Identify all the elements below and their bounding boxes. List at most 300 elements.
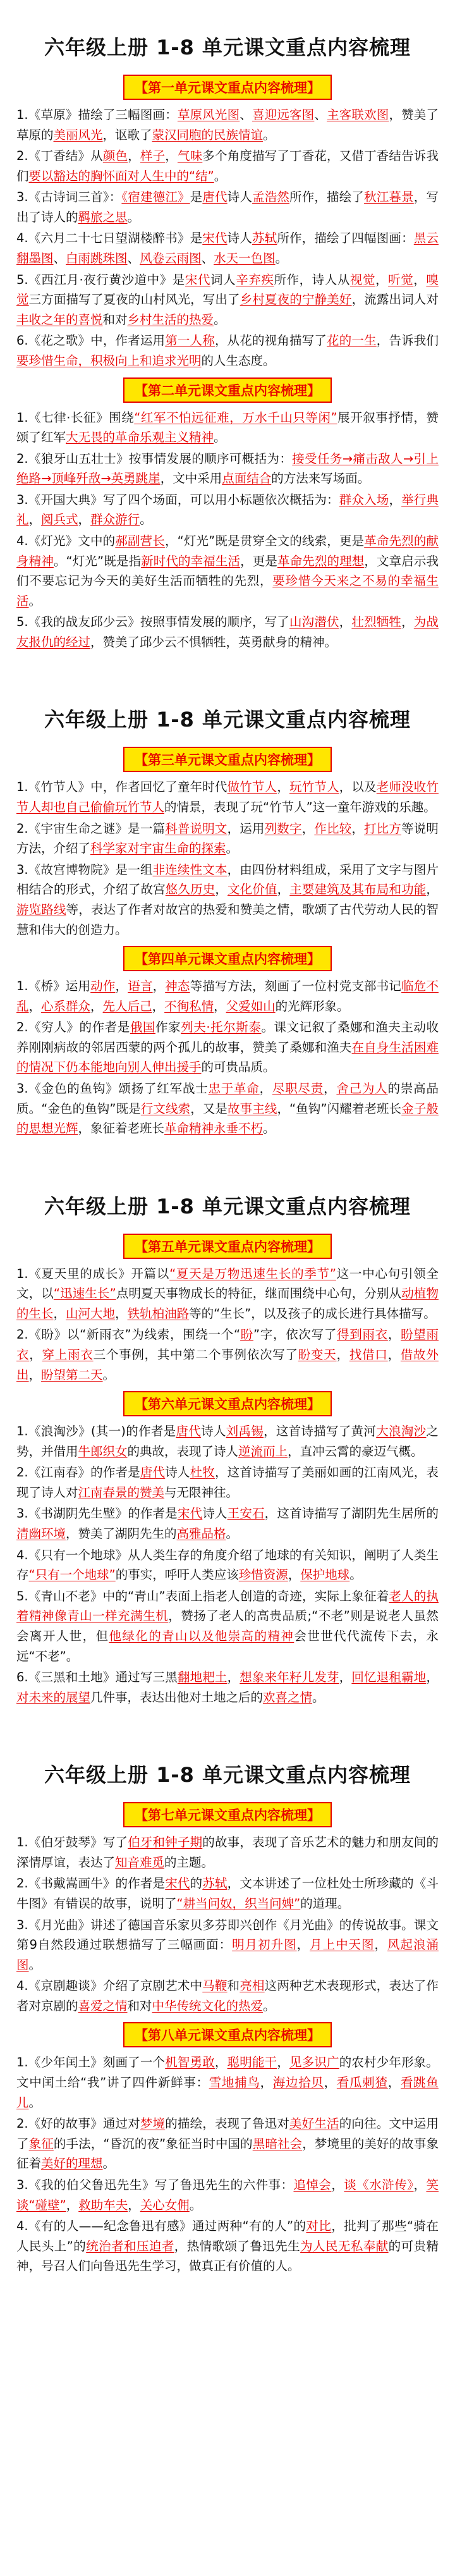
text-segment: 的事实，呼吁人类应该 (115, 1567, 239, 1583)
key-phrase: 要珍惜生命，积极向上和追求光明 (16, 353, 202, 368)
list-item (16, 612, 439, 652)
text-segment: ， (152, 998, 165, 1014)
text-segment: 三个事例，其中第二个事例依次写了 (93, 1347, 298, 1363)
item-list (0, 1421, 455, 1707)
key-phrase: 气味 (177, 149, 203, 164)
text-segment: 。课文记叙了桑娜和渔夫主动收养刚刚病故的邻居西蒙的两个孤儿的故事，赞美了桑娜和渔夫 (16, 1020, 439, 1055)
key-phrase: 白雨跳珠图 (66, 251, 128, 266)
text-segment: 作家 (155, 1020, 181, 1035)
text-segment: 4.《有的人——纪念鲁迅有感》通过两种“有的人”的 (16, 2219, 306, 2234)
key-phrase: 听觉 (388, 272, 414, 287)
text-segment: 3.《金色的鱼钩》颂扬了红军战士 (16, 1081, 209, 1096)
key-phrase: 为战友报仇的经过 (16, 615, 439, 649)
key-phrase: 行文线索 (140, 1101, 191, 1116)
key-phrase: 黑云翻墨图 (16, 231, 439, 266)
unit-heading-box (0, 747, 455, 772)
list-item (16, 331, 439, 371)
text-segment: ，批判了那些“骑在人民头上”的 (16, 2219, 439, 2254)
text-segment: ， (324, 1081, 337, 1096)
text-segment: 和对 (127, 1998, 152, 2013)
key-phrase: 梦境 (140, 2116, 166, 2131)
key-phrase: 王安石 (227, 1506, 265, 1521)
text-segment: 几件事，表达出他对土地之后的 (90, 1690, 264, 1705)
key-phrase: 列数字 (264, 821, 302, 836)
key-phrase: 铁轨柏油路 (127, 1306, 190, 1321)
key-phrase: 盼望第二天 (41, 1367, 103, 1382)
text-segment: 1.《七律·长征》围绕 (16, 410, 135, 425)
unit-heading-box (0, 75, 455, 100)
text-segment: ， (90, 998, 103, 1014)
text-segment: ，又是 (190, 1101, 228, 1116)
text-segment: 1.《少年闰土》刻画了一个 (16, 2055, 166, 2070)
text-segment: 1.《桥》运用 (16, 979, 91, 994)
text-segment: 2.《书戴嵩画牛》的作者是 (16, 1876, 166, 1891)
list-item (16, 1667, 439, 1707)
text-segment: 。 (226, 841, 239, 856)
key-phrase: 牛郎织女 (78, 1444, 128, 1459)
key-phrase: 统治者和压迫者 (86, 2238, 174, 2254)
text-segment: 的故事，表现了音乐艺术的魅力和朋友间的深情厚谊，表达了 (16, 1835, 439, 1870)
section-title: 六年级上册 1-8 单元课文重点内容梳理 (44, 1763, 411, 1788)
key-phrase: 风卷云雨图 (140, 251, 202, 266)
key-phrase: 群众游行 (90, 512, 140, 527)
text-segment: 所作，诗人从 (274, 272, 350, 287)
unit-heading: 【第七单元课文重点内容梳理】 (123, 1802, 332, 1827)
text-segment: 1.《草原》描绘了三幅图画： (16, 107, 178, 122)
key-phrase: 辛弃疾 (236, 272, 274, 287)
text-segment: 三方面描写了夏夜的山村风光，写出了 (28, 292, 240, 307)
text-segment: ， (374, 1937, 388, 1953)
text-segment: ， (259, 1081, 272, 1096)
text-segment: 4.《只有一个地球》从人类生存的角度介绍了地球的有关知识，阐明了人类生存 (16, 1547, 439, 1583)
key-phrase: 先人后己 (102, 998, 152, 1014)
key-phrase: 江南春景的赞美 (78, 1485, 165, 1500)
text-segment: ， (375, 272, 389, 287)
list-item (16, 2114, 439, 2174)
text-segment: 等描写方法，刻画了一位村党支部书记 (190, 979, 402, 994)
section-title: 六年级上册 1-8 单元课文重点内容梳理 (44, 708, 411, 732)
list-item (16, 777, 439, 817)
text-segment: ， (413, 2177, 427, 2192)
text-segment: 等说明方法，介绍了 (16, 821, 439, 856)
text-segment: 3.《故宫博物院》是一组 (16, 862, 153, 877)
key-phrase: 喜爱之情 (78, 1998, 128, 2013)
text-segment: ， (401, 615, 414, 630)
key-phrase: 机智勇敢 (165, 2055, 215, 2070)
text-segment: 多个角度描写了丁香花，又借丁香结告诉我们 (16, 149, 439, 183)
text-segment: ， (426, 1670, 439, 1685)
text-segment: 之势，并借用 (16, 1424, 439, 1459)
text-segment: 会世世代代流传下去，永远“不老”。 (16, 1628, 439, 1664)
text-segment: 这两种艺术表现形式，表达了作者对京剧的 (16, 1978, 439, 2013)
text-segment: ， (277, 2055, 289, 2070)
text-segment: 、 (201, 251, 214, 266)
key-phrase: 盼 (240, 1327, 253, 1342)
list-item (16, 408, 439, 448)
text-segment: 5.《青山不老》中的“青山”表面上指老人创造的奇迹，实际上象征着 (16, 1588, 389, 1604)
unit-heading: 【第六单元课文重点内容梳理】 (123, 1391, 332, 1416)
text-segment: ， (128, 2197, 140, 2212)
unit-heading: 【第二单元课文重点内容梳理】 (123, 377, 332, 403)
key-phrase: 悠久历史 (165, 882, 215, 897)
key-phrase: 见多识广 (289, 2055, 339, 2070)
key-phrase: 山沟潜伏 (289, 615, 339, 630)
text-segment: 、 (53, 251, 66, 266)
key-phrase: 举行典礼 (16, 492, 439, 527)
text-segment: 2.《江南春》的作者是 (16, 1465, 140, 1480)
key-phrase: 革命先烈的献身精神 (16, 533, 439, 568)
unit-heading: 【第八单元课文重点内容梳理】 (123, 2022, 332, 2047)
list-item (16, 187, 439, 227)
text-segment: ，以及 (339, 780, 377, 795)
key-phrase: 神态 (165, 979, 190, 994)
text-segment: 2.《丁香结》从 (16, 149, 103, 164)
text-segment: 。 (214, 168, 227, 183)
item-list (0, 976, 455, 1139)
text-segment: 的农村少年形象。文中闰土给“我”讲了四件新鲜事： (16, 2055, 439, 2090)
list-item (16, 1545, 439, 1585)
text-segment: 。“灯光”既是指 (53, 553, 142, 568)
key-phrase: 文化价值 (228, 882, 277, 897)
text-segment: 诗人 (227, 231, 252, 246)
text-segment: ，赞美了草原的 (16, 107, 439, 142)
key-phrase: 打比方 (364, 821, 402, 836)
text-segment: ， (214, 2055, 228, 2070)
list-item (16, 1264, 439, 1324)
text-segment: 2.《好的故事》通过对 (16, 2116, 140, 2131)
unit-heading: 【第四单元课文重点内容梳理】 (123, 946, 332, 971)
text-segment: 的典故，表现了诗人 (127, 1444, 239, 1459)
text-segment: 。 (28, 593, 42, 608)
text-segment: 的描绘，表现了鲁迅对 (165, 2116, 290, 2131)
key-phrase: 革命先烈的理想 (277, 553, 365, 568)
key-phrase: 看瓜刺猹 (336, 2075, 388, 2090)
item-list (0, 2052, 455, 2276)
text-segment: ，赞美了湖阴先生的 (66, 1526, 177, 1542)
list-item (16, 1874, 439, 1913)
key-phrase: 秋江暮景 (364, 190, 414, 205)
text-segment: ， (260, 2075, 273, 2090)
key-phrase: 得到雨衣 (337, 1327, 388, 1342)
list-item (16, 860, 439, 940)
unit-heading-box (0, 2022, 455, 2047)
key-phrase: 欢喜之情 (263, 1690, 313, 1705)
list-item (16, 105, 439, 145)
text-segment: ， (66, 2197, 79, 2212)
key-phrase: 黑暗社会 (252, 2136, 303, 2151)
text-segment: 展开叙事抒情，赞颂了红军 (16, 410, 439, 445)
text-segment: ，从花的视角描写了 (214, 333, 327, 348)
key-phrase: 科学家对宇宙生命的探索 (90, 841, 226, 856)
text-segment: 2.《穷人》的作者是 (16, 1020, 130, 1035)
key-phrase: 对比 (306, 2219, 332, 2234)
text-segment: ， (215, 882, 228, 897)
text-segment: ， (28, 1367, 42, 1382)
item-list (0, 777, 455, 940)
text-segment: ，这首诗描写了美丽如画的江南风光，表现了诗人对 (16, 1465, 439, 1500)
text-segment: ，文中采用 (160, 471, 222, 486)
list-item (16, 1504, 439, 1543)
text-segment: 点明夏天事物成长的特征，继而围绕中心句，分别从 (116, 1286, 402, 1301)
text-segment: 。 (127, 209, 140, 224)
text-segment: ， (53, 1306, 66, 1321)
key-phrase: 苏轼 (252, 231, 277, 246)
key-phrase: 喜迎远客图 (252, 107, 315, 122)
text-segment: 所作，描绘了 (289, 190, 365, 205)
key-phrase: 盼望雨衣 (16, 1327, 439, 1363)
key-phrase: 嗅觉 (16, 272, 439, 307)
text-segment: 。 (28, 2095, 42, 2110)
text-segment: ， (336, 1347, 349, 1363)
key-phrase: 山河大地 (66, 1306, 116, 1321)
text-segment: ， (387, 1347, 401, 1363)
key-phrase: “迅速生长” (53, 1286, 116, 1301)
list-item (16, 819, 439, 859)
text-segment: 词人 (210, 272, 236, 287)
text-segment: ，由四份材料组成，采用了文字与图片相结合的形式，介绍了故宫 (16, 862, 439, 897)
text-segment: 。 (28, 1957, 42, 1972)
key-phrase: 作比较 (314, 821, 352, 836)
key-phrase: 玩竹节人 (289, 780, 339, 795)
key-phrase: 杜牧 (190, 1465, 215, 1480)
key-phrase: 珍惜资源 (238, 1567, 288, 1583)
key-phrase: 接受任务→痛击敌人→引上绝路→顶峰歼敌→英勇跳崖 (16, 451, 439, 486)
key-phrase: 盼变天 (298, 1347, 337, 1363)
key-phrase: “耕当问奴，织当问婢” (176, 1896, 301, 1911)
key-phrase: 父爱如山 (226, 998, 276, 1014)
section-title: 六年级上册 1-8 单元课文重点内容梳理 (44, 35, 411, 59)
key-phrase: 他绿化的青山以及他崇高的精神 (109, 1628, 294, 1643)
key-phrase: 花的一生 (327, 333, 377, 348)
unit-heading: 【第一单元课文重点内容梳理】 (123, 75, 332, 100)
section-title: 六年级上册 1-8 单元课文重点内容梳理 (44, 1194, 411, 1218)
unit-heading-box (0, 1391, 455, 1416)
text-segment: 的可贵品质。 (201, 1060, 276, 1075)
text-segment: 4.《六月二十七日望湖楼醉书》是 (16, 231, 203, 246)
unit-heading-box (0, 1802, 455, 1827)
text-segment: ， (128, 149, 140, 164)
list-item (16, 1421, 439, 1461)
key-phrase: 风起浪涌图 (16, 1937, 439, 1972)
key-phrase: 笑谈“碰壁” (16, 2177, 439, 2212)
key-phrase: 为人民无私奉献 (300, 2238, 389, 2254)
key-phrase: 宋代 (177, 1506, 203, 1521)
unit-heading: 【第三单元课文重点内容梳理】 (123, 747, 332, 772)
key-phrase: 舍己为人 (336, 1081, 388, 1096)
text-segment: ， (288, 1567, 301, 1583)
text-segment: ，这首诗描写了黄河 (264, 1424, 377, 1439)
key-phrase: 羁旅之思 (78, 209, 128, 224)
key-phrase: 主要建筑及其布局和功能 (289, 882, 427, 897)
key-phrase: 丰收之年的喜悦 (16, 312, 103, 327)
list-item (16, 1079, 439, 1139)
key-phrase: 科普说明文 (165, 821, 228, 836)
key-phrase: 乡村夏夜的宁静美好 (240, 292, 352, 307)
list-item (16, 2175, 439, 2215)
text-segment: ，更是 (240, 553, 277, 568)
text-segment: 4.《京剧趣谈》介绍了京剧艺术中 (16, 1978, 203, 1994)
text-segment: ， (389, 492, 402, 507)
text-segment: ，赞扬了老人的高贵品质;“不老”则是说老人虽然会离开人世，但 (16, 1609, 439, 1643)
unit-heading-box (0, 946, 455, 971)
key-phrase: 点面结合 (222, 471, 272, 486)
list-item (16, 1586, 439, 1666)
text-segment: 诗人 (227, 190, 253, 205)
key-phrase: 宋代 (202, 231, 228, 246)
text-segment: 等，表达了作者对故宫的热爱和赞美之情，歌颂了古代劳动人民的智慧和伟大的创造力。 (16, 902, 439, 937)
text-segment: 诗人 (201, 1424, 226, 1439)
text-segment: 、 (314, 107, 327, 122)
text-segment: 3.《古诗词三首》： (16, 190, 122, 205)
text-segment: 和对 (102, 312, 128, 327)
key-phrase: 草原风光图 (177, 107, 240, 122)
key-phrase: 翻地耙土 (177, 1670, 228, 1685)
text-segment: ，告诉我们 (376, 333, 439, 348)
key-phrase: 要珍惜今天来之不易的幸福生活 (16, 573, 439, 608)
key-phrase: “只有一个地球” (28, 1567, 116, 1583)
text-segment: 2.《宇宙生命之谜》是一篇 (16, 821, 166, 836)
key-phrase: 非连续性文本 (152, 862, 228, 877)
key-phrase: 月上中天图 (310, 1937, 375, 1953)
text-segment: ， (301, 821, 315, 836)
text-segment: ， (115, 1306, 128, 1321)
unit-heading: 【第五单元课文重点内容梳理】 (123, 1234, 332, 1259)
key-phrase: 找借口 (349, 1347, 388, 1363)
text-segment: 3.《我的伯父鲁迅先生》写了鲁迅先生的六件事： (16, 2177, 294, 2192)
key-phrase: 回忆退租霸地 (351, 1670, 427, 1685)
text-segment: 。 (263, 1998, 276, 2013)
key-phrase: 俄国 (130, 1020, 155, 1035)
key-phrase: 唐代 (140, 1465, 166, 1480)
key-phrase: 大无畏的革命乐观主义精神 (66, 430, 214, 445)
key-phrase: 动作 (90, 979, 116, 994)
text-segment: ， (28, 998, 42, 1014)
key-phrase: 样子 (140, 149, 166, 164)
key-phrase: 水天一色图 (214, 251, 276, 266)
key-phrase: 追悼会 (293, 2177, 332, 2192)
list-item (16, 2052, 439, 2113)
key-phrase: 唐代 (202, 190, 228, 205)
text-segment: ， (28, 512, 42, 527)
key-phrase: 宋代 (165, 1876, 190, 1891)
key-phrase: 主客联欢图 (327, 107, 389, 122)
text-segment: 与无限神往。 (164, 1485, 239, 1500)
key-phrase: 革命精神永垂不朽 (164, 1121, 264, 1136)
list-item (16, 1463, 439, 1502)
text-segment: 6.《三黑和土地》通过写三黑 (16, 1670, 178, 1685)
key-phrase: 孟浩然 (252, 190, 290, 205)
text-segment: 和 (227, 1978, 240, 1994)
key-phrase: 大浪淘沙 (376, 1424, 427, 1439)
text-segment: ， (152, 979, 166, 994)
text-segment: 的情景，表现了玩“竹节人”这一童年游戏的乐趣。 (164, 800, 436, 815)
text-segment: ， (413, 272, 427, 287)
text-segment: 。 (214, 430, 226, 445)
key-phrase: 对未来的展望 (16, 1690, 91, 1705)
text-segment: ， (426, 882, 439, 897)
list-item (16, 976, 439, 1016)
key-phrase: 唐代 (176, 1424, 202, 1439)
text-segment: ，讴歌了 (102, 127, 152, 142)
key-phrase: 老师没收竹节人却也自己偷偷玩竹节人 (16, 780, 439, 815)
key-phrase: 关心女佣 (140, 2197, 190, 2212)
text-segment: 的手法，“昏沉的夜”象征当时中国的 (53, 2136, 253, 2151)
text-segment: 等的“生长”，以及孩子的成长进行具体描写。 (189, 1306, 436, 1321)
text-segment: 、 (240, 107, 252, 122)
list-item (16, 1976, 439, 2016)
text-segment: 5.《西江月·夜行黄沙道中》是 (16, 272, 185, 287)
list-item (16, 531, 439, 611)
text-segment: ， (324, 2075, 337, 2090)
key-phrase: 美丽风光 (53, 127, 103, 142)
key-phrase: 刘禹锡 (226, 1424, 264, 1439)
text-segment: 。 (275, 251, 288, 266)
text-segment: ， (277, 780, 290, 795)
key-phrase: 临危不乱 (16, 979, 439, 1014)
text-segment: ”字，依次写了 (253, 1327, 337, 1342)
key-phrase: 故事主线 (228, 1101, 277, 1116)
key-phrase: 美好生活 (289, 2116, 339, 2131)
key-phrase: 雪地捕鸟 (209, 2075, 260, 2090)
key-phrase: 老人的执着精神像青山一样充满生机 (16, 1588, 439, 1624)
key-phrase: 穿上雨衣 (42, 1347, 94, 1363)
text-segment: 。 (263, 127, 276, 142)
text-segment: 。 (102, 2156, 116, 2171)
text-segment: ，象征着老班长 (78, 1121, 165, 1136)
key-phrase: 忠于革命 (208, 1081, 260, 1096)
key-phrase: 壮烈牺牲 (351, 615, 402, 630)
text-segment: 1.《竹节人》中，作者回忆了童年时代 (16, 780, 228, 795)
text-segment: ，文本讲述了一位杜处士所珍藏的《斗牛图》有错误的故事，说明了 (16, 1876, 439, 1911)
text-segment: 的光辉形象。 (275, 998, 349, 1014)
text-segment: 1.《浪淘沙》(其一)的作者是 (16, 1424, 176, 1439)
key-phrase: 中华传统文化的热爱 (152, 1998, 264, 2013)
key-phrase: 象征 (28, 2136, 54, 2151)
key-phrase: 不徇私情 (164, 998, 214, 1014)
key-phrase: 蒙汉同胞的民族情谊 (152, 127, 264, 142)
key-phrase: 海边拾贝 (272, 2075, 324, 2090)
text-segment: 1.《伯牙鼓琴》写了 (16, 1835, 128, 1850)
unit-heading-box (0, 1234, 455, 1259)
item-list (0, 408, 455, 653)
text-segment: ， (214, 998, 226, 1014)
text-segment: 1.《夏天里的成长》开篇以 (16, 1266, 170, 1281)
key-phrase: 语言 (128, 979, 153, 994)
key-phrase: 动植物的生长 (16, 1286, 439, 1321)
text-segment: 的 (190, 1876, 203, 1891)
key-phrase: 美好的理想 (41, 2156, 103, 2171)
list-item (16, 1325, 439, 1385)
key-phrase: 乡村生活的热爱 (127, 312, 214, 327)
item-list (0, 105, 455, 371)
text-segment: 2.《盼》以“新雨衣”为线索，围绕一个“ (16, 1327, 241, 1342)
text-segment: 、 (127, 251, 140, 266)
list-item (16, 1832, 439, 1872)
key-phrase: 逆流而上 (238, 1444, 288, 1459)
key-phrase: 《宿建德江》 (121, 190, 190, 205)
text-segment: 所作，描绘了四幅图画： (277, 231, 414, 246)
text-segment: 的可贵精神，号召人们向鲁迅先生学习，做真正有价值的人。 (16, 2238, 439, 2274)
list-item (16, 1017, 439, 1077)
text-segment: ， (296, 1937, 310, 1953)
list-item (16, 228, 439, 268)
text-segment: ， (29, 1347, 42, 1363)
key-phrase: 金子般的思想光辉 (16, 1101, 439, 1136)
unit-heading-box (0, 377, 455, 403)
key-phrase: 第一人称 (165, 333, 215, 348)
text-segment: ， (115, 979, 128, 994)
text-segment: ， (227, 1670, 240, 1685)
